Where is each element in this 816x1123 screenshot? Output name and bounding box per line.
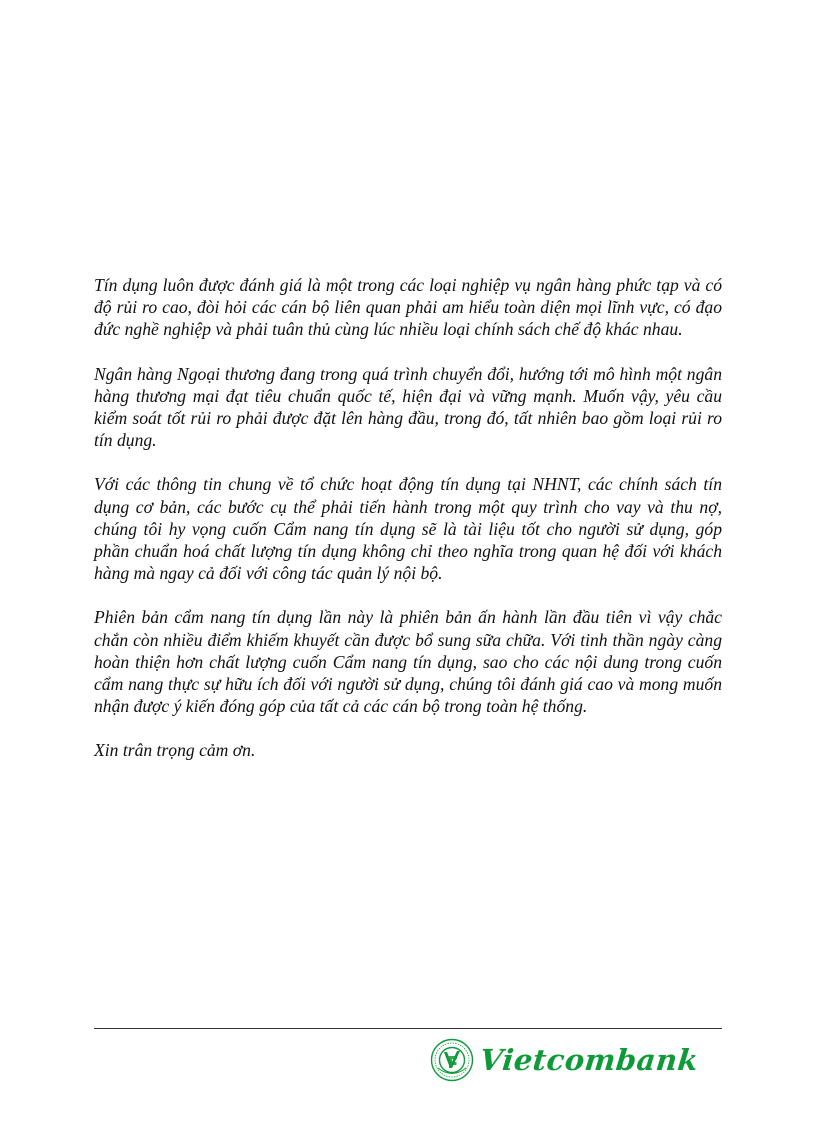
brand-name: Vietcombank — [478, 1043, 701, 1077]
letter-body — [94, 274, 722, 762]
paragraph-intro: Tín dụng luôn được đánh giá là một trong các loại nghiệp vụ ngân hàng phức tạp và có độ rủi ro cao, đòi hỏi các cán bộ liên quan phải am hiểu toàn diện mọi lĩnh vực, có đạo đức nghề nghiệp và phải tuân thủ cùng lúc nhiều loại chính sách chế độ khác nhau. — [94, 275, 722, 340]
footer-logo — [430, 1038, 701, 1082]
paragraph-handbook-purpose: Với các thông tin chung về tổ chức hoạt động tín dụng tại NHNT, các chính sách tín dụng cơ bản, các bước cụ thể phải tiến hành trong một quy trình cho vay và thu nợ, chúng tôi hy vọng cuốn Cẩm nang tín dụng sẽ là tài liệu tốt cho người sử dụng, góp phần chuẩn hoá chất lượng tín dụng không chỉ theo nghĩa trong quan hệ đối với khách hàng mà ngay cả đối với công tác quản lý nội bộ. — [94, 474, 722, 584]
paragraph-feedback: Phiên bản cẩm nang tín dụng lần này là phiên bản ấn hành lần đầu tiên vì vậy chắc chắn còn nhiều điểm khiếm khuyết cần được bổ sung sữa chữa. Với tinh thần ngày càng hoàn thiện hơn chất lượng cuốn Cẩm nang tín dụng, sao cho các nội dung trong cuốn cẩm nang thực sự hữu ích đối với người sử dụng, chúng tôi đánh giá cao và mong muốn nhận được ý kiến đóng góp của tất cả các cán bộ trong toàn hệ thống. — [94, 607, 722, 717]
closing-line: Xin trân trọng cảm ơn. — [94, 740, 256, 761]
paragraph-transformation: Ngân hàng Ngoại thương đang trong quá trình chuyển đổi, hướng tới mô hình một ngân hàng thương mại đạt tiêu chuẩn quốc tế, hiện đại và vững mạnh. Muốn vậy, yêu cầu kiểm soát tốt rủi ro phải được đặt lên hàng đầu, trong đó, tất nhiên bao gồm loại rủi ro tín dụng. — [94, 363, 722, 451]
vietcombank-seal-icon — [430, 1038, 474, 1082]
footer-divider — [94, 1028, 722, 1029]
